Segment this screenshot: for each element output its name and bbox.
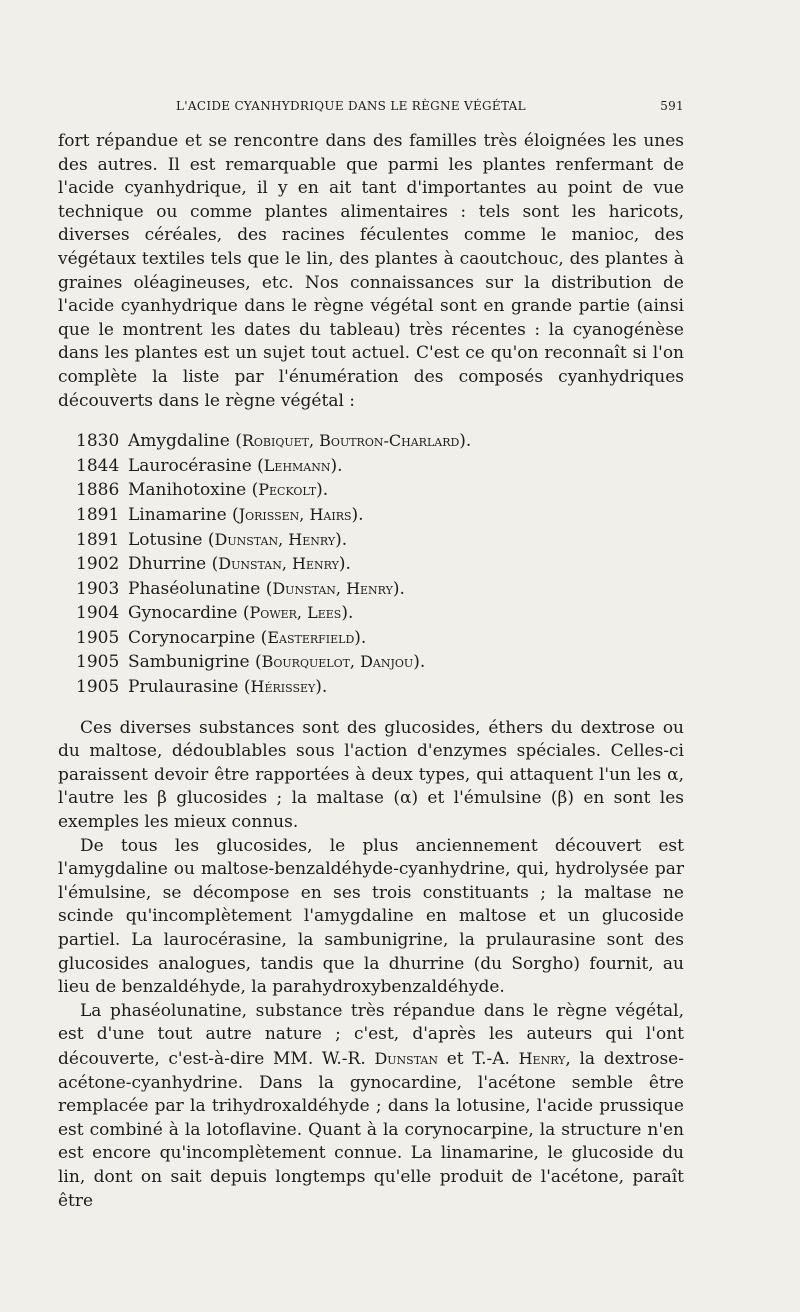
compound-name: Lotusine (128, 529, 203, 550)
compound-year: 1903 (76, 578, 120, 599)
compound-year: 1905 (76, 652, 120, 673)
compound-entry: 1891 Linamarine (Jorissen, Hairs). (76, 503, 684, 528)
running-header (58, 99, 684, 119)
compound-year: 1905 (76, 677, 120, 698)
compound-entry: 1844 Laurocérasine (Lehmann). (76, 454, 684, 479)
compound-authors: Dunstan, Henry (218, 554, 339, 574)
compound-authors: Jorissen, Hairs (238, 504, 352, 524)
compound-name: Laurocérasine (128, 455, 252, 476)
intro-paragraph: fort répandue et se rencontre dans des familles très éloignées les unes des autres. Il est remarquable que parmi les plantes renfermant de l'acide cyanhydrique, il y en ait tant d'importantes au point de vue technique ou comme plantes alimentaires : tels sont les haricots, diverses céréales, des racines féculentes comme le manioc, des végétaux textiles tels que le lin, des plantes à caoutchouc, des plantes à graines oléagineuses, etc. Nos connaissances sur la distribution de l'acide cyanhydrique dans le règne végétal sont en grande partie (ainsi que le montrent les dates du tableau) très récentes : la cyanogénèse dans les plantes est un sujet tout actuel. C'est ce qu'on reconnaît si l'on complète la liste par l'énumération des composés cyanhydriques découverts dans le règne végétal : (58, 131, 684, 411)
paragraph-text: , la dextrose-acétone-cyanhydrine. Dans la gynocardine, l'acétone semble être remplacée par la trihydroxaldéhyde ; dans la lotusine, l'acide prussique est combiné à la lotoflavine. Quant à la corynocarpine, la structure n'en est encore qu'incomplètement connue. La linamarine, le glucoside du lin, dont on sait depuis longtemps qu'elle produit de l'acétone, paraît être (58, 1048, 684, 1211)
paragraph-text: La phaséolunatine, substance très répandue dans le règne végétal, est d'une tout autre nature ; c'est, d'après les auteurs qui l'ont découverte, c'est-à-dire MM. W.-R. (58, 1000, 684, 1069)
compound-year: 1830 (76, 431, 120, 452)
compound-list (76, 429, 684, 700)
compound-authors: Easterfield (267, 627, 355, 647)
compound-name: Prulaurasine (128, 677, 239, 698)
compound-year: 1905 (76, 627, 120, 648)
compound-entry: 1905 Prulaurasine (Hérissey). (76, 675, 684, 700)
compound-entry: 1886 Manihotoxine (Peckolt). (76, 478, 684, 503)
compound-authors: Robiquet, Boutron-Charlard (241, 431, 460, 451)
page-number: 591 (660, 99, 684, 113)
compound-entry: 1905 Corynocarpine (Easterfield). (76, 626, 684, 651)
compound-authors: Lehmann (263, 455, 331, 475)
compound-authors: Hérissey (250, 677, 316, 697)
compound-authors: Power, Lees (249, 603, 342, 623)
compound-authors: Bourquelot, Danjou (261, 652, 414, 672)
compound-authors: Dunstan, Henry (272, 578, 393, 598)
compound-name: Linamarine (128, 504, 227, 525)
author-name: Dunstan (374, 1048, 439, 1068)
compound-year: 1844 (76, 455, 120, 476)
compound-name: Phaséolunatine (128, 578, 261, 599)
paragraph-text: et T.-A. (446, 1048, 510, 1069)
compound-entry: 1891 Lotusine (Dunstan, Henry). (76, 528, 684, 553)
compound-authors: Peckolt (258, 480, 317, 500)
running-title: L'ACIDE CYANHYDRIQUE DANS LE RÈGNE VÉGÉTAL (176, 99, 526, 113)
compound-entry: 1905 Sambunigrine (Bourquelot, Danjou). (76, 650, 684, 675)
author-name: Henry (518, 1048, 566, 1068)
compound-entry: 1903 Phaséolunatine (Dunstan, Henry). (76, 577, 684, 602)
compound-entry: 1830 Amygdaline (Robiquet, Boutron-Charlard). (76, 429, 684, 454)
compound-year: 1902 (76, 554, 120, 575)
compound-year: 1904 (76, 603, 120, 624)
compound-name: Sambunigrine (128, 652, 250, 673)
compound-authors: Dunstan, Henry (214, 529, 336, 549)
compound-year: 1891 (76, 529, 120, 550)
compound-entry: 1902 Dhurrine (Dunstan, Henry). (76, 552, 684, 577)
compound-name: Manihotoxine (128, 480, 247, 501)
compound-name: Corynocarpine (128, 627, 256, 648)
compound-name: Amygdaline (128, 431, 230, 452)
compound-name: Dhurrine (128, 554, 207, 575)
compound-year: 1886 (76, 480, 120, 501)
body-text (58, 130, 684, 1213)
paragraph-glucosides: Ces diverses substances sont des glucosides, éthers du dextrose ou du maltose, dédoublables sous l'action d'enzymes spéciales. Celles-ci paraissent devoir être rapportées à deux types, qui attaquent l'un les α, l'autre les β glucosides ; la maltase (α) et l'émulsine (β) en sont les exemples les mieux connus. (58, 717, 684, 833)
paragraph-amygdaline: De tous les glucosides, le plus anciennement découvert est l'amygdaline ou maltose-benzaldéhyde-cyanhydrine, qui, hydrolysée par l'émulsine, se décompose en ses trois constituants ; la maltase ne scinde qu'incomplètement l'amygdaline en maltose et un glucoside partiel. La laurocérasine, la sambunigrine, la prulaurasine sont des glucosides analogues, tandis que la dhurrine (du Sorgho) fournit, au lieu de benzaldéhyde, la parahydroxybenzaldéhyde. (58, 835, 684, 998)
compound-year: 1891 (76, 504, 120, 525)
paragraph-phaseolunatine (58, 1000, 684, 1213)
compound-name: Gynocardine (128, 603, 238, 624)
compound-entry: 1904 Gynocardine (Power, Lees). (76, 601, 684, 626)
